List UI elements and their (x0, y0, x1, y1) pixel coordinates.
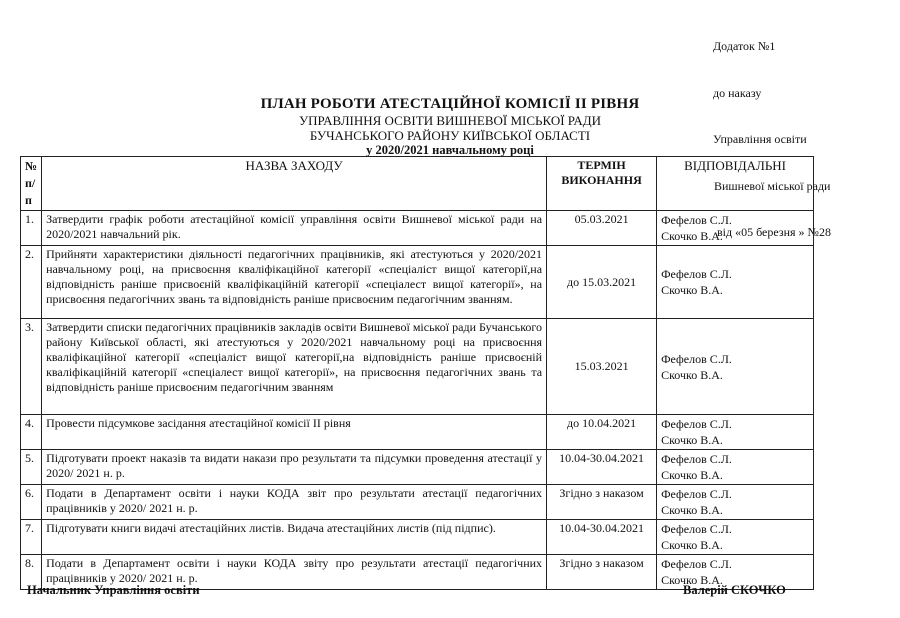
row-responsible (657, 485, 814, 520)
table-row (21, 485, 814, 520)
row-term: 15.03.2021 (547, 319, 657, 415)
row-number: 7. (21, 520, 42, 555)
title-line2: УПРАВЛІННЯ ОСВІТИ ВИШНЕВОЇ МІСЬКОЇ РАДИ (298, 113, 602, 128)
table-row (21, 520, 814, 555)
responsible-person: Фефелов С.Л. (661, 452, 732, 466)
row-term: 10.04-30.04.2021 (547, 450, 657, 485)
appendix-line: Управління освіти (713, 132, 807, 146)
header-event-name: НАЗВА ЗАХОДУ (42, 157, 547, 211)
row-term: 10.04-30.04.2021 (547, 520, 657, 555)
appendix-line: від «05 березня » №28 (717, 225, 831, 239)
responsible-person: Фефелов С.Л. (661, 557, 732, 571)
footer-signer: Валерій СКОЧКО (683, 583, 786, 597)
row-event-name: Подати в Департамент освіти і науки КОДА звіт про результати атестації педагогічних працівників у 2020/ 2021 н. р. (42, 485, 547, 520)
row-event-name: Підготувати проект наказів та видати накази про результати та підсумки проведення атестації у 2020/ 2021 н. р. (42, 450, 547, 485)
table-row (21, 211, 814, 246)
responsible-person: Фефелов С.Л. (661, 417, 732, 431)
row-event-name: Підготувати книги видачі атестаційних листів. Видача атестаційних листів (під підпис). (42, 520, 547, 555)
responsible-person: Скочко В.А. (661, 433, 723, 447)
table-header-row (21, 157, 814, 211)
row-event-name: Подати в Департамент освіти і науки КОДА звіту про результати атестації педагогічних працівників у 2020/ 2021 н. р. (42, 555, 547, 590)
responsible-person: Скочко В.А. (661, 283, 723, 297)
row-term: Згідно з наказом (547, 555, 657, 590)
header-number-line1: № (25, 159, 38, 173)
responsible-person: Скочко В.А. (661, 503, 723, 517)
row-number: 2. (21, 246, 42, 319)
responsible-person: Скочко В.А. (661, 367, 723, 382)
row-number: 8. (21, 555, 42, 590)
responsible-person: Скочко В.А. (661, 468, 723, 482)
responsible-person: Фефелов С.Л. (661, 213, 732, 227)
header-responsible: ВІДПОВІДАЛЬНІ (657, 157, 814, 211)
work-plan-table (20, 156, 814, 590)
row-responsible (657, 246, 814, 319)
row-event-name: Затвердити графік роботи атестаційної комісії управління освіти Вишневої міської ради на 2020/2021 навчальний рік. (42, 211, 547, 246)
responsible-person: Скочко В.А. (661, 538, 723, 552)
title-line3: БУЧАНСЬКОГО РАЙОНУ КИЇВСЬКОЇ ОБЛАСТІ (309, 128, 591, 143)
responsible-person: Фефелов С.Л. (661, 522, 732, 536)
title-year: у 2020/2021 навчальному році (366, 143, 534, 157)
table-row (21, 319, 814, 415)
table-row (21, 415, 814, 450)
row-term: до 10.04.2021 (547, 415, 657, 450)
header-number (21, 157, 42, 211)
title-main: ПЛАН РОБОТИ АТЕСТАЦІЙНОЇ КОМІСІЇ ІІ РІВНЯ (260, 96, 640, 112)
row-event-name: Затвердити списки педагогічних працівників закладів освіти Вишневої міської ради Бучанського району Київської області, які атестуються у 2020/2021 навчальному році на присвоєння кваліфікаційної категорії «спеціаліст вищої категорії,на відповідність раніше присвоєній кваліфікаційній категорії «спеціалест вищої категорії», на присвоєння педагогічних звань та відповідність раніше присвоєним педагогічним званням (42, 319, 547, 415)
row-responsible (657, 520, 814, 555)
appendix-line: Вишневої міської ради (714, 178, 831, 193)
row-responsible (657, 450, 814, 485)
header-term-line2: ВИКОНАННЯ (561, 173, 642, 187)
appendix-line: до наказу (713, 85, 762, 100)
header-term (547, 157, 657, 211)
appendix-line: Додаток №1 (713, 39, 776, 53)
row-term: до 15.03.2021 (547, 246, 657, 319)
row-term: 05.03.2021 (547, 211, 657, 246)
responsible-person: Фефелов С.Л. (661, 487, 732, 501)
row-event-name: Провести підсумкове засідання атестаційної комісії ІІ рівня (42, 415, 547, 450)
row-responsible (657, 211, 814, 246)
row-responsible (657, 319, 814, 415)
responsible-person: Фефелов С.Л. (661, 267, 732, 281)
responsible-person: Скочко В.А. (661, 229, 723, 243)
header-term-line1: ТЕРМІН (577, 158, 626, 172)
footer-position: Начальник Управління освіти (27, 583, 200, 597)
row-term: Згідно з наказом (547, 485, 657, 520)
row-number: 1. (21, 211, 42, 246)
row-number: 6. (21, 485, 42, 520)
responsible-person: Фефелов С.Л. (661, 351, 732, 366)
header-number-line2: п/п (25, 176, 36, 207)
row-number: 4. (21, 415, 42, 450)
responsible-person: Скочко В.А. (661, 573, 723, 587)
row-responsible (657, 415, 814, 450)
row-event-name: Прийняти характеристики діяльності педагогічних працівників, які атестуються у 2020/2021 навчальному році, на присвоєння кваліфікаційної категорії «спеціаліст вищої категорії,на відповідність раніше присвоєній кваліфікаційній категорії «спеціалест вищої категорії», на присвоєння педагогічних звань та відповідність раніше присвоєним педагогічним званням. (42, 246, 547, 319)
document-title (0, 96, 900, 158)
table-row (21, 450, 814, 485)
row-number: 3. (21, 319, 42, 415)
table-row (21, 246, 814, 319)
row-number: 5. (21, 450, 42, 485)
